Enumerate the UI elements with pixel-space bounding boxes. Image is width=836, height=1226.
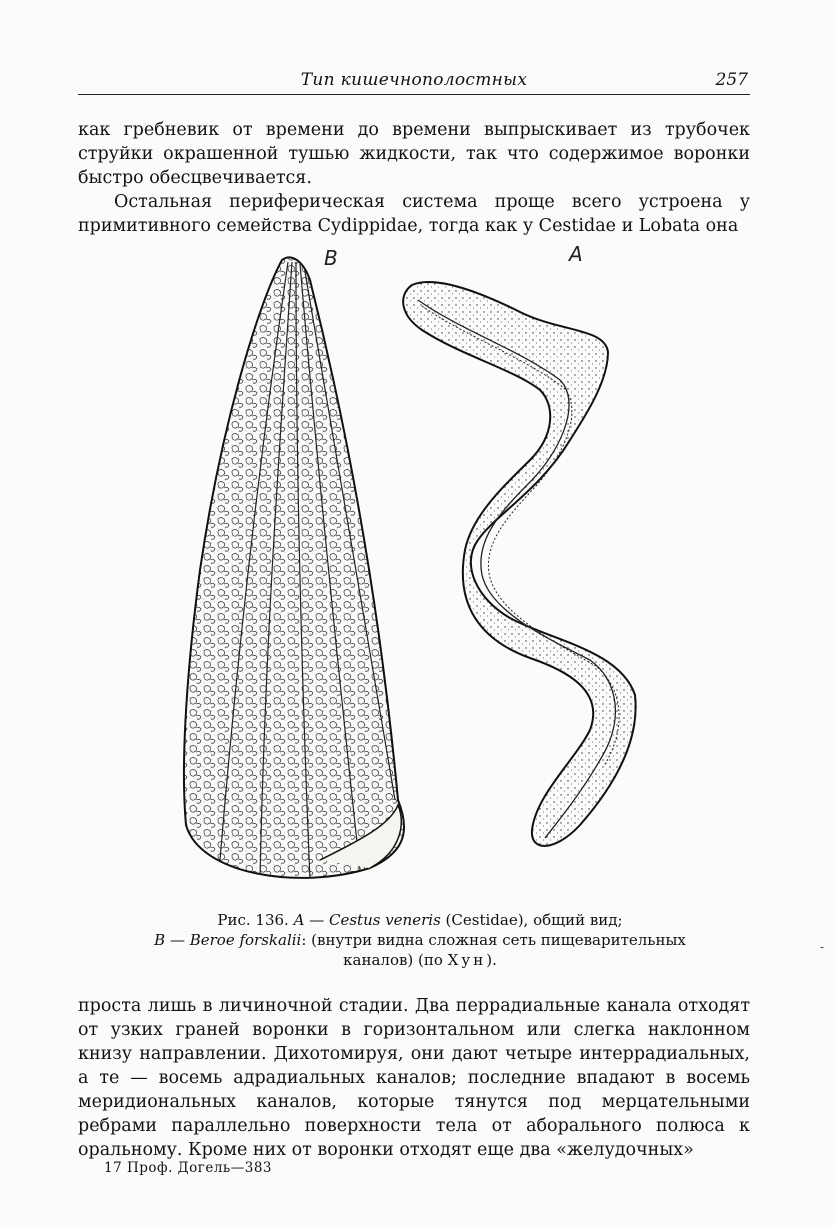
figure-caption: Рис. 136. A — Cestus veneris (Cestidae), общий вид; B — Beroe forskalii: (внутри видна сложная сеть пищеварительных каналов) (по Хун). xyxy=(154,911,686,969)
caption-part-b-species: Beroe forskalii xyxy=(189,931,302,949)
running-header xyxy=(78,66,750,95)
caption-part-a-species: Cestus veneris xyxy=(329,911,441,929)
paragraph: Остальная периферическая система проще всего устроена у примитивного семейства Cydippidae, тогда как у Cestidae и Lobata она xyxy=(78,192,750,236)
printer-signature: 17 Проф. Догель—383 xyxy=(104,1160,273,1176)
paragraph: как гребневик от времени до времени выпрыскивает из трубочек струйки окрашенной тушью жидкости, так что содержимое воронки быстро обесцвечивается. xyxy=(78,120,750,188)
margin-mark: - xyxy=(820,940,825,954)
cestus-body xyxy=(403,282,636,846)
top-text xyxy=(78,118,750,238)
caption-part-a-rest: (Cestidae), общий вид; xyxy=(445,911,623,929)
caption-part-b-letter: B xyxy=(154,931,166,949)
running-title: Тип кишечнополостных xyxy=(300,70,528,90)
caption-part-b-rest: : (внутри видна сложная сеть пищеварительных каналов) (по xyxy=(301,931,686,969)
caption-fig-number: Рис. 136. xyxy=(217,911,289,929)
caption-part-a-letter: A xyxy=(293,911,305,929)
figure-label-b: B xyxy=(324,246,338,270)
paragraph: проста лишь в личиночной стадии. Два перрадиальные канала отходят от узких граней воронки в горизонтальном или слегка наклонном книзу направлении. Дихотомируя, они дают четыре интеррадиальных, а те — восемь адрадиальных каналов; последние впадают в восемь меридиональных каналов, которые тянутся под мерцательными ребрами параллельно поверхности тела от аборального полюса к оральному. Кроме них от воронки отходят еще два «желудочных» xyxy=(78,996,750,1160)
caption-author: Хун xyxy=(447,951,487,969)
ctenophore-illustration xyxy=(160,240,660,920)
bottom-text xyxy=(78,994,750,1162)
page-number: 257 xyxy=(715,70,748,90)
figure-label-a: A xyxy=(569,242,583,266)
caption-closing: ). xyxy=(486,951,497,969)
figure-136 xyxy=(160,240,660,920)
